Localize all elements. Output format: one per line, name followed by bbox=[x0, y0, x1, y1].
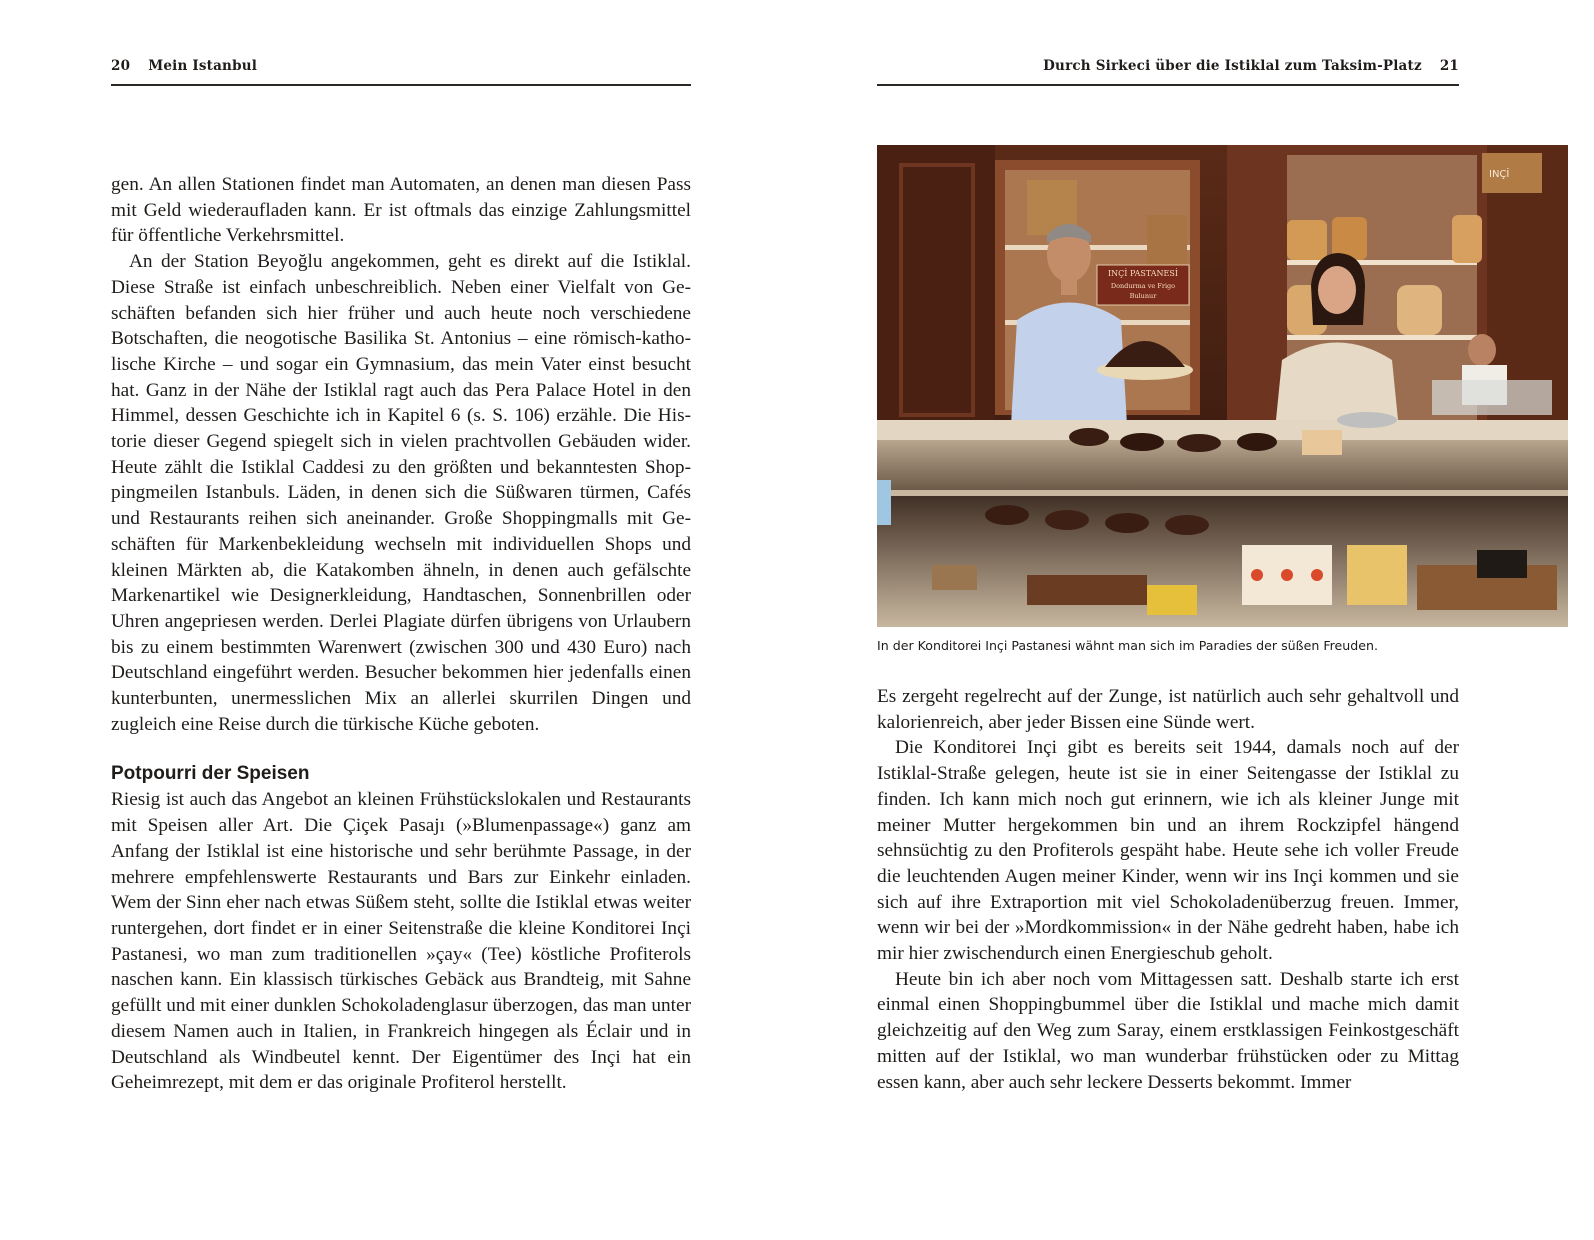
left-body-text bbox=[111, 172, 691, 1096]
sign-line-2: Dondurma ve Frigo bbox=[1110, 282, 1176, 290]
body-paragraph: Riesig ist auch das Angebot an kleinen Frühstückslokalen und Restaurants mit Speisen aller Art. Die Çiçek Pasajı (»Blumenpassage«) ganz am Anfang der Istiklal ist eine historische und sehr berühmte Passage, in der mehrere empfehlenswerte Restaurants und Bars zur Einkehr einladen. Wem der Sinn eher nach etwas Süßem steht, sollte die Istiklal etwas weiter runtergehen, dort findet er in einer Seitenstraße die kleine Konditorei Inçi Pastanesi, wo man zum traditionellen »çay« (Tee) köstliche Profiterols naschen kann. Ein klassisch türkisches Gebäck aus Brandteig, mit Sahne gefüllt und mit einer dunklen Schokoladenglasur überzogen, das man unter diesem Namen auch in Italien, in Frankreich hingegen als Éclair und in Deutschland als Windbeutel kennt. Der Eigentümer des Inçi hat ein Geheimrezept, mit dem er das originale Profiterol herstellt. bbox=[111, 789, 691, 1094]
right-running-header bbox=[877, 58, 1459, 86]
body-paragraph: An der Station Beyoğlu angekommen, geht es direkt auf die Istiklal. Diese Straße ist einfach unbeschreiblich. Neben einer Vielfalt von Geschäften befanden sich hier früher und auch heute noch verschiedene Botschaften, die neogotische Basilika St. Antonius – eine römisch-katholische Kirche – und sogar ein Gymnasium, das mein Vater einst besucht hat. Ganz in der Nähe der Istiklal ragt auch das Pera Palace Hotel in den Himmel, dessen Geschichte ich in Kapitel 6 (s. S. 106) erzähle. Die Historie dieser Gegend spiegelt sich in vielen prachtvollen Gebäuden wider. Heute zählt die Istiklal Caddesi zu den größten und bekanntesten Shoppingmeilen Istanbuls. Läden, in denen sich die Süßwaren türmen, Cafés und Restaurants reihen sich aneinander. Große Shoppingmalls mit Geschäften für Markenbekleidung wechseln mit individuellen Shops und kleinen Märkten ab, die Katakomben ähneln, in denen auch gefälschte Markenartikel wie Designerkleidung, Handtaschen, Sonnenbrillen oder Uhren angepriesen werden. Derlei Plagiate dürfen übrigens von Urlaubern bis zu einem bestimmten Warenwert (zwischen 300 und 430 Euro) nach Deutschland eingeführt werden. Besucher bekommen hier jedenfalls einen kunterbunten, unermesslichen Mix an allerlei skurrilen Dingen und zugleich eine Reise durch die türkische Küche geboten. bbox=[111, 251, 691, 735]
body-paragraph: Es zergeht regelrecht auf der Zunge, ist natürlich auch sehr gehaltvoll und kalorienreich, aber jeder Bissen eine Sünde wert. bbox=[877, 686, 1459, 733]
body-paragraph: Heute bin ich aber noch vom Mittagessen satt. Deshalb starte ich erst einmal einen Shoppingbummel über die Istiklal und mache mich damit gleichzeitig auf den Weg zum Saray, einem erstklassigen Feinkostgeschäft mitten auf der Istiklal, wo man wunderbar frühstücken oder zu Mittag essen kann, aber auch sehr leckere Desserts bekommt. Immer bbox=[877, 968, 1459, 1093]
photo-caption: In der Konditorei Inçi Pastanesi wähnt man sich im Paradies der süßen Freuden. bbox=[877, 638, 1378, 653]
sign-line-3: Bulunur bbox=[1129, 292, 1157, 300]
body-paragraph: gen. An allen Stationen findet man Automaten, an denen man diesen Pass mit Geld wiederaufladen kann. Er ist oftmals das einzige Zahlungsmittel für öffentliche Verkehrsmittel. bbox=[111, 174, 691, 247]
sign-line-1: INÇİ PASTANESİ bbox=[1107, 269, 1179, 278]
right-running-title: Durch Sirkeci über die Istiklal zum Taksim-Platz bbox=[1043, 58, 1422, 74]
left-running-header bbox=[111, 58, 691, 86]
left-running-title: Mein Istanbul bbox=[148, 58, 258, 74]
right-page-number: 21 bbox=[1439, 58, 1459, 74]
left-page-number: 20 bbox=[111, 58, 131, 74]
box-label: INÇİ bbox=[1489, 169, 1510, 180]
body-paragraph: Die Konditorei Inçi gibt es bereits seit 1944, damals noch auf der Istiklal-Straße gelegen, heute ist sie in einer Seitengasse der Istiklal zu finden. Ich kann mich noch gut erinnern, wie ich als kleiner Junge mit meiner Mutter hergekommen bin und an ihrem Rockzipfel hängend sehnsüchtig zu den Profiterols gespäht habe. Heute sehe ich voller Freude die leuchtenden Augen meiner Kinder, wenn wir ins Inçi kommen und sie sich auf ihre Extraportion mit viel Schokoladenüberzug freuen. Immer, wenn wir bei der »Mordkommission« in der Nähe gedreht haben, habe ich mir hier zwischendurch einen Energieschub geholt. bbox=[877, 737, 1459, 965]
right-body-text bbox=[877, 684, 1459, 1095]
section-subheading: Potpourri der Speisen bbox=[111, 763, 310, 785]
bakery-photo bbox=[877, 145, 1568, 627]
